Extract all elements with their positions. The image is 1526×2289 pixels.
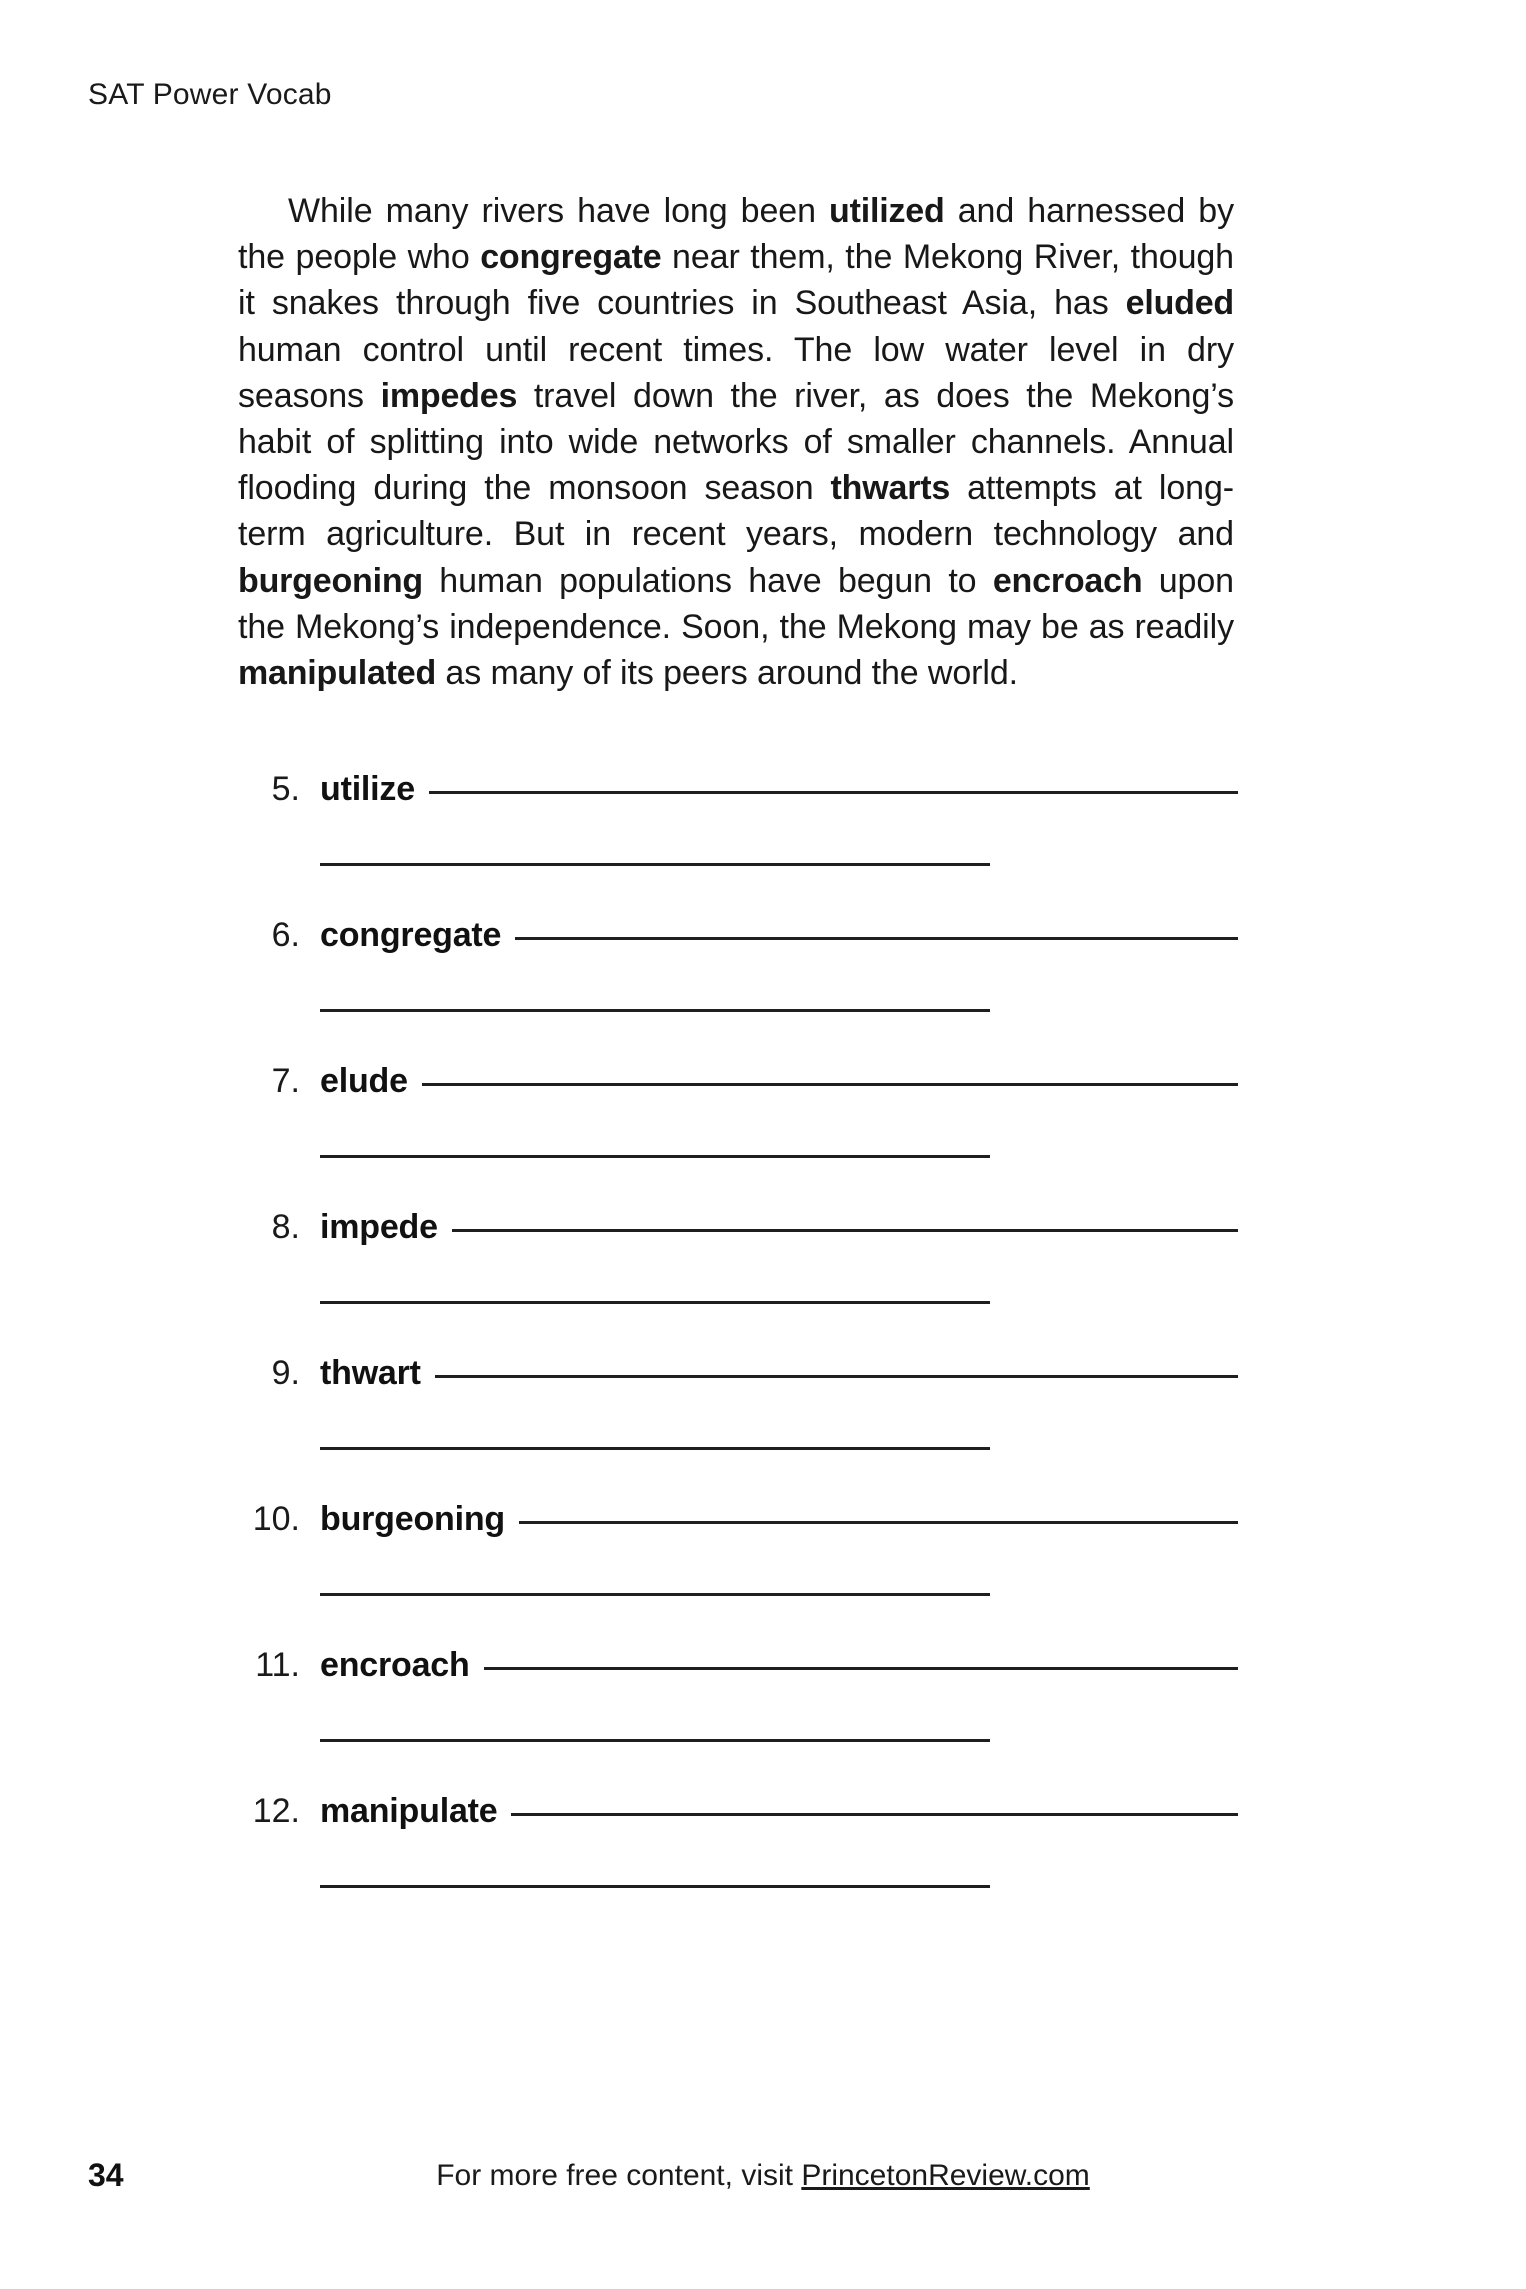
passage-segment: travel down the river, as does the Mekong’s habit of splitting into wide networks of smaller channels. Annual flooding during the monsoon season [238,376,1234,508]
answer-blank-line-2[interactable] [320,1593,990,1596]
answer-blank-line-2[interactable] [320,863,990,866]
answer-blank-line-1[interactable] [422,1083,1238,1086]
vocab-list-item [238,1500,1238,1646]
vocab-item-number: 7. [271,1062,300,1100]
passage-segment: as many of its peers around the world. [436,654,1019,693]
vocab-item-word: thwart [320,1354,421,1392]
passage-segment: upon the Mekong’s independence. Soon, the Mekong may be as readily [238,561,1234,646]
answer-blank-line-1[interactable] [452,1229,1238,1232]
answer-blank-line-1[interactable] [511,1813,1238,1816]
vocab-term-inline: manipulated [238,654,437,693]
answer-blank-line-1[interactable] [484,1667,1238,1670]
vocab-list-item [238,916,1238,1062]
vocab-item-row [238,1792,1238,1831]
vocab-item-row [238,1208,1238,1247]
vocab-item-word: elude [320,1062,408,1100]
vocab-item-row [238,1646,1238,1685]
page-footer [88,2157,1438,2201]
answer-blank-line-2[interactable] [320,1739,990,1742]
vocab-item-word: utilize [320,770,415,808]
vocab-list-item [238,1062,1238,1208]
passage-text [238,192,1234,692]
passage-segment: near them, the Mekong River, though it snakes through five countries in Southeast Asia, has [238,238,1234,323]
vocab-item-row [238,1062,1238,1101]
vocab-term-inline: thwarts [830,469,951,508]
vocab-term-inline: impedes [380,376,518,415]
passage-paragraph [238,188,1234,696]
answer-blank-line-1[interactable] [515,937,1238,940]
vocab-item-row [238,916,1238,955]
passage-segment: and harnessed by the people who [238,192,1234,277]
vocab-item-word: impede [320,1208,438,1246]
vocab-term-inline: encroach [992,561,1143,600]
answer-blank-line-1[interactable] [519,1521,1238,1524]
vocab-list-item [238,770,1238,916]
footer-note-prefix: For more free content, visit [436,2159,802,2192]
page-number: 34 [88,2157,124,2193]
footer-note [88,2159,1438,2193]
vocab-term-inline: congregate [480,238,662,277]
vocab-item-row [238,1500,1238,1539]
vocab-item-number: 6. [271,916,300,954]
answer-blank-line-1[interactable] [429,791,1238,794]
vocab-item-number: 10. [252,1500,300,1538]
vocab-term-inline: eluded [1125,284,1234,323]
passage-segment: human populations have begun to [422,561,993,600]
answer-blank-line-1[interactable] [435,1375,1238,1378]
answer-blank-line-2[interactable] [320,1447,990,1450]
vocab-list-item [238,1792,1238,1938]
vocab-item-number: 11. [255,1646,300,1684]
vocab-item-number: 9. [271,1354,300,1392]
vocab-list-item [238,1354,1238,1500]
vocab-term-inline: utilized [829,192,945,230]
vocab-item-number: 12. [252,1792,300,1830]
vocab-item-word: congregate [320,916,502,954]
passage-segment: human control until recent times. The low water level in dry seasons [238,330,1234,415]
vocabulary-exercise-list [238,770,1238,1938]
vocab-item-number: 8. [271,1208,300,1246]
vocab-item-row [238,1354,1238,1393]
answer-blank-line-2[interactable] [320,1155,990,1158]
vocab-list-item [238,1208,1238,1354]
answer-blank-line-2[interactable] [320,1009,990,1012]
vocab-list-item [238,1646,1238,1792]
answer-blank-line-2[interactable] [320,1885,990,1888]
vocab-item-number: 5. [271,770,300,808]
running-head: SAT Power Vocab [88,78,332,111]
answer-blank-line-2[interactable] [320,1301,990,1304]
passage-segment: attempts at long-term agriculture. But in recent years, modern technology and [238,469,1234,554]
vocab-item-word: encroach [320,1646,470,1684]
vocab-item-word: manipulate [320,1792,498,1830]
passage-segment: While many rivers have long been [288,192,830,230]
vocab-item-row [238,770,1238,809]
vocab-term-inline: burgeoning [238,561,423,600]
princeton-review-link[interactable]: PrincetonReview.com [801,2159,1090,2192]
vocab-item-word: burgeoning [320,1500,505,1538]
